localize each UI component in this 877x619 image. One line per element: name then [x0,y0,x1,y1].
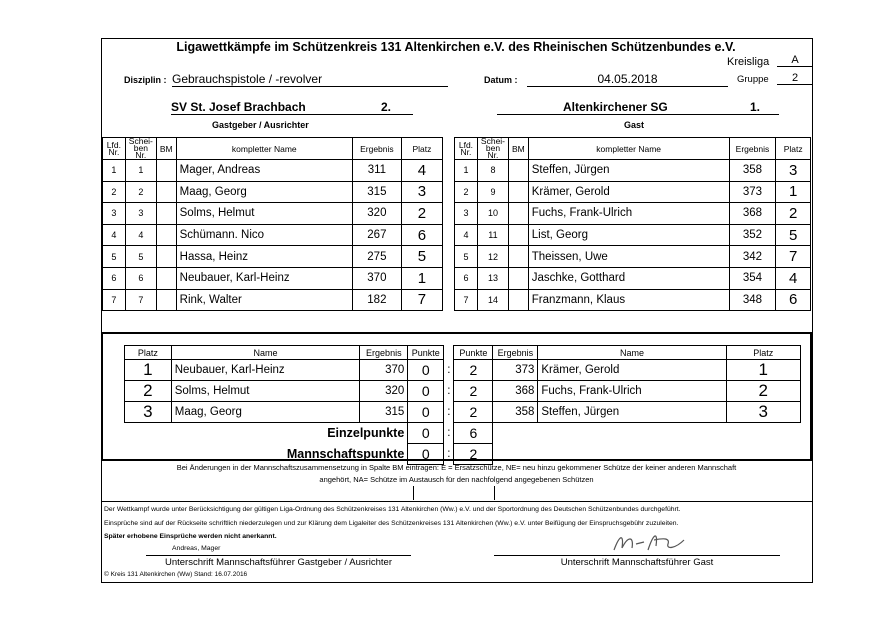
player-name: Solms, Helmut [176,203,352,225]
lfd-cell: 2 [455,181,478,203]
scheibe-cell: 4 [125,224,156,246]
lfd-cell: 5 [103,246,126,268]
col-name: kompletter Name [528,138,729,160]
scheibe-cell: 12 [477,246,508,268]
home-players-table [102,137,443,311]
guest-team-row [497,100,779,115]
guest-platz: 1 [726,360,800,381]
guest-table-header [455,138,811,160]
guest-ergebnis: 358 [493,402,538,423]
lfd-cell: 6 [455,267,478,289]
col-scheibe: Schei-ben Nr. [477,138,508,160]
player-row [455,267,811,289]
scheibe-cell: 7 [125,289,156,311]
player-row [455,224,811,246]
bm-cell [509,267,529,289]
player-ergebnis: 311 [352,160,401,182]
bm-cell [156,203,176,225]
player-ergebnis: 370 [352,267,401,289]
home-team-row [171,100,413,115]
scheibe-cell: 9 [477,181,508,203]
player-name: Mager, Andreas [176,160,352,182]
player-row [103,246,443,268]
lfd-cell: 3 [455,203,478,225]
sum-col-platz: Platz [125,346,172,360]
player-name: List, Georg [528,224,729,246]
scheibe-cell: 13 [477,267,508,289]
bm-cell [509,246,529,268]
guest-name: Krämer, Gerold [538,360,726,381]
player-ergebnis: 315 [352,181,401,203]
bm-cell [156,181,176,203]
guest-ergebnis: 373 [493,360,538,381]
sum-col-name: Name [538,346,726,360]
player-name: Neubauer, Karl-Heinz [176,267,352,289]
bm-cell [509,203,529,225]
home-ergebnis: 315 [360,402,408,423]
guest-punkte: 2 [454,402,493,423]
lfd-cell: 4 [455,224,478,246]
legal-2: Einsprüche sind auf der Rückseite schriftlich niederzulegen und zur Klärung dem Ligaleiter des Schützenkreises 131 Altenkirchen (Ww.) e.V. unter Beifügung der Einspruchsgebühr zuzuleiten. [104,520,679,527]
player-name: Hassa, Heinz [176,246,352,268]
home-signer-name: Andreas, Mager [172,545,221,552]
bm-cell [156,267,176,289]
player-name: Theissen, Uwe [528,246,729,268]
guest-name: Steffen, Jürgen [538,402,726,423]
player-ergebnis: 342 [729,246,776,268]
home-punkte: 0 [408,402,444,423]
col-platz: Platz [776,138,811,160]
lfd-cell: 7 [103,289,126,311]
summary-row [125,402,801,423]
player-ergebnis: 348 [729,289,776,311]
home-role: Gastgeber / Ausrichter [212,120,309,130]
player-name: Maag, Georg [176,181,352,203]
player-name: Rink, Walter [176,289,352,311]
bm-cell [509,160,529,182]
player-ergebnis: 368 [729,203,776,225]
bm-cell [156,224,176,246]
col-ergebnis: Ergebnis [729,138,776,160]
bm-cell [156,160,176,182]
lfd-cell: 1 [455,160,478,182]
guest-signature-image [610,530,690,554]
scheibe-cell: 2 [125,181,156,203]
scheibe-cell: 1 [125,160,156,182]
player-ergebnis: 320 [352,203,401,225]
player-platz: 2 [401,203,442,225]
player-row [103,224,443,246]
summary-header [125,346,801,360]
form-title: Ligawettkämpfe im Schützenkreis 131 Altenkirchen e.V. des Rheinischen Schützenbundes e.V. [176,40,736,54]
scheibe-cell: 6 [125,267,156,289]
scheibe-cell: 14 [477,289,508,311]
player-ergebnis: 373 [729,181,776,203]
player-platz: 7 [401,289,442,311]
summary-row [125,381,801,402]
col-bm: BM [509,138,529,160]
home-platz: 2 [125,381,172,402]
player-ergebnis: 358 [729,160,776,182]
lfd-cell: 5 [455,246,478,268]
divider [494,486,495,500]
col-platz: Platz [401,138,442,160]
player-platz: 5 [401,246,442,268]
home-signature-label: Unterschrift Mannschaftsführer Gastgeber / Ausrichter [164,557,393,568]
footer-copyright: © Kreis 131 Altenkirchen (Ww) Stand: 16.07.2016 [104,571,248,578]
bm-cell [509,224,529,246]
colon: : [447,427,451,439]
sum-col-name: Name [171,346,360,360]
home-name: Solms, Helmut [171,381,360,402]
player-platz: 1 [776,181,811,203]
liga-label: Kreisliga [727,56,770,68]
disziplin-value: Gebrauchspistole / -revolver [172,72,448,87]
player-ergebnis: 354 [729,267,776,289]
home-platz: 3 [125,402,172,423]
legal-3: Später erhobene Einsprüche werden nicht anerkannt. [104,533,277,540]
player-row [103,289,443,311]
player-row [455,246,811,268]
player-row [103,203,443,225]
bm-note-2: angehört, NA= Schütze im Austausch für den nachfolgend angegebenen Schützen [319,475,594,484]
player-ergebnis: 182 [352,289,401,311]
home-name: Maag, Georg [171,402,360,423]
sum-col-punkte: Punkte [408,346,444,360]
home-name: Neubauer, Karl-Heinz [171,360,360,381]
home-ergebnis: 370 [360,360,408,381]
home-team-rank: 2. [381,100,392,114]
scheibe-cell: 10 [477,203,508,225]
lfd-cell: 2 [103,181,126,203]
colon: : [447,385,451,397]
lfd-cell: 1 [103,160,126,182]
col-bm: BM [156,138,176,160]
home-team-name: SV St. Josef Brachbach [171,100,306,114]
player-row [455,289,811,311]
einzelpunkte-guest: 6 [454,423,493,444]
player-ergebnis: 267 [352,224,401,246]
col-scheibe: Schei-ben Nr. [125,138,156,160]
colon: : [447,364,451,376]
liga-value: A [777,54,813,67]
home-table-header [103,138,443,160]
bm-cell [156,289,176,311]
sum-col-platz: Platz [726,346,800,360]
player-platz: 2 [776,203,811,225]
home-punkte: 0 [408,360,444,381]
player-name: Jaschke, Gotthard [528,267,729,289]
einzelpunkte-home: 0 [408,423,444,444]
colon: : [447,448,451,460]
player-ergebnis: 275 [352,246,401,268]
player-row [103,267,443,289]
guest-platz: 2 [726,381,800,402]
player-row [455,181,811,203]
player-name: Krämer, Gerold [528,181,729,203]
col-name: kompletter Name [176,138,352,160]
player-row [103,181,443,203]
player-platz: 3 [401,181,442,203]
guest-team-name: Altenkirchener SG [563,100,668,114]
guest-role: Gast [624,120,645,130]
einzelpunkte-label: Einzelpunkte [327,426,405,441]
lfd-cell: 7 [455,289,478,311]
guest-punkte: 2 [454,381,493,402]
player-name: Schümann. Nico [176,224,352,246]
guest-platz: 3 [726,402,800,423]
mannschaftspunkte-label: Mannschaftspunkte [286,447,405,461]
scheibe-cell: 8 [477,160,508,182]
home-ergebnis: 320 [360,381,408,402]
home-signature-line [146,555,411,556]
player-name: Fuchs, Frank-Ulrich [528,203,729,225]
player-platz: 1 [401,267,442,289]
bm-cell [509,289,529,311]
bm-cell [509,181,529,203]
player-platz: 6 [776,289,811,311]
col-lfd: Lfd. Nr. [455,138,478,160]
player-row [455,203,811,225]
mannschaftspunkte-row [125,444,801,465]
summary-table [124,345,801,465]
colon: : [447,406,451,418]
guest-team-rank: 1. [750,100,761,114]
home-platz: 1 [125,360,172,381]
guest-signature-label: Unterschrift Mannschaftsführer Gast [560,557,714,568]
guest-ergebnis: 368 [493,381,538,402]
bm-cell [156,246,176,268]
col-ergebnis: Ergebnis [352,138,401,160]
player-platz: 5 [776,224,811,246]
scheibe-cell: 3 [125,203,156,225]
divider [413,486,414,500]
home-punkte: 0 [408,381,444,402]
guest-players-table [454,137,811,311]
col-lfd: Lfd. Nr. [103,138,126,160]
datum-value: 04.05.2018 [527,72,728,87]
player-row [455,160,811,182]
player-platz: 4 [776,267,811,289]
bm-note-1: Bei Änderungen in der Mannschaftszusammensetzung in Spalte BM eintragen: E = Ersatzschütze, NE= neu hinzu gekommener Schütze der keiner anderen Mannschaft [176,463,737,472]
sum-col-ergebnis: Ergebnis [360,346,408,360]
guest-punkte: 2 [454,360,493,381]
sum-col-ergebnis: Ergebnis [493,346,538,360]
player-platz: 3 [776,160,811,182]
player-platz: 4 [401,160,442,182]
guest-name: Fuchs, Frank-Ulrich [538,381,726,402]
lfd-cell: 4 [103,224,126,246]
gruppe-label: Gruppe [737,74,769,85]
player-row [103,160,443,182]
mannschaftspunkte-home: 0 [408,444,444,465]
lfd-cell: 6 [103,267,126,289]
scheibe-cell: 5 [125,246,156,268]
disziplin-label: Disziplin : [124,75,167,85]
guest-signature-line [494,555,780,556]
player-platz: 7 [776,246,811,268]
legal-1: Der Wettkampf wurde unter Berücksichtigung der gültigen Liga-Ordnung des Schützenkreises 131 Altenkirchen (Ww.) e.V. und der Sportordnung des Deutschen Schützenbundes durchgeführt. [104,506,681,513]
sum-col-punkte: Punkte [454,346,493,360]
lfd-cell: 3 [103,203,126,225]
mannschaftspunkte-guest: 2 [454,444,493,465]
player-platz: 6 [401,224,442,246]
datum-label: Datum : [484,75,518,85]
summary-row [125,360,801,381]
legal-divider [101,501,812,502]
einzelpunkte-row [125,423,801,444]
player-name: Steffen, Jürgen [528,160,729,182]
player-name: Franzmann, Klaus [528,289,729,311]
gruppe-value: 2 [777,72,813,85]
scheibe-cell: 11 [477,224,508,246]
player-ergebnis: 352 [729,224,776,246]
